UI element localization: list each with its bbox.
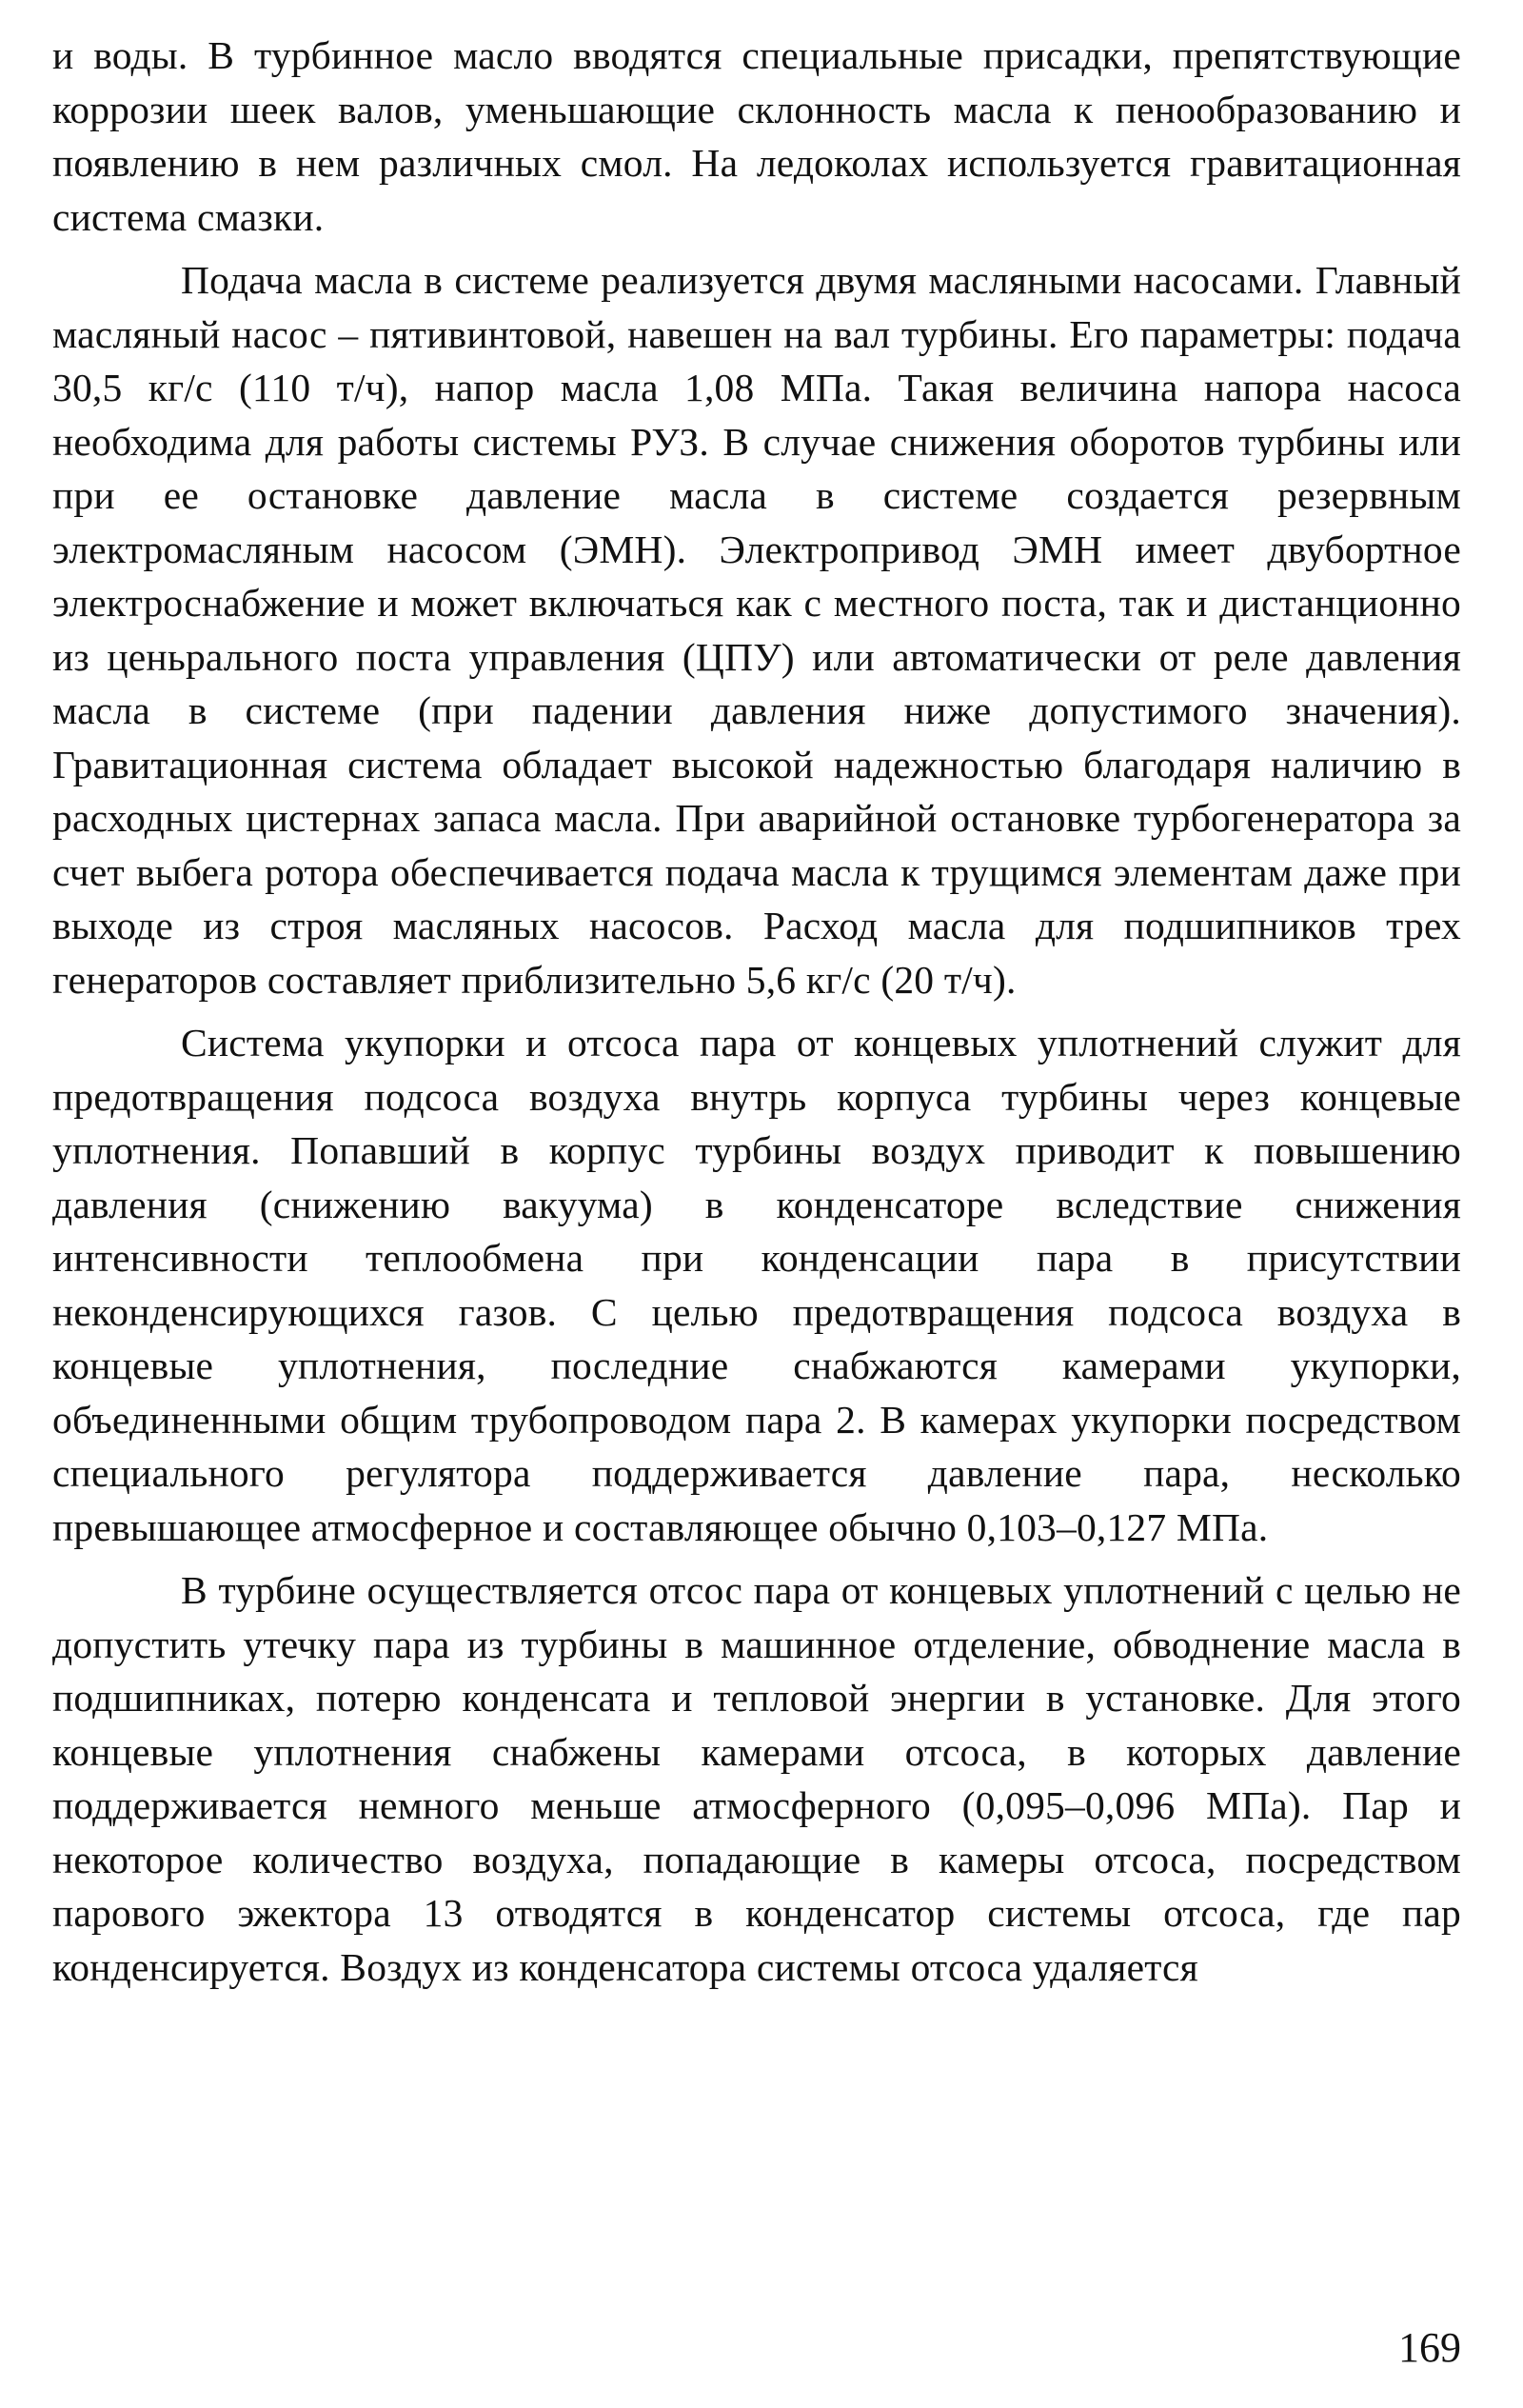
page-number: 169 (1398, 2324, 1461, 2371)
paragraph-steam-suction: В турбине осуществляется отсос пара от концевых уплотнений с целью не допустить утечку пара из турбины в машинное отделение, обводнение масла в подшипниках, потерю конденсата и тепловой энергии в установке. Для этого концевые уплотнения снабжены камерами отсоса, в которых давление поддерживается немного меньше атмосферного (0,095–0,096 МПа). Пар и некоторое количество воздуха, попадающие в камеры отсоса, посредством парового эжектора 13 отводятся в конденсатор системы отсоса, где пар конденсируется. Воздух из конденсатора системы отсоса удаляется (52, 1568, 1461, 1989)
paragraph-oil-supply: Подача масла в системе реализуется двумя масляными насосами. Главный масляный насос – пятивинтовой, навешен на вал турбины. Его параметры: подача 30,5 кг/с (110 т/ч), напор масла 1,08 МПа. Такая величина напора насоса необходима для работы системы РУЗ. В случае снижения оборотов турбины или при ее остановке давление масла в системе создается резервным электромасляным насосом (ЭМН). Электропривод ЭМН имеет двубортное электроснабжение и может включаться как с местного поста, так и дистанционно из ценьрального поста управления (ЦПУ) или автоматически от реле давления масла в системе (при падении давления ниже допустимого значения). Гравитационная система обладает высокой надежностью благодаря наличию в расходных цистернах запаса масла. При аварийной остановке турбогенератора за счет выбега ротора обеспечивается подача масла к трущимся элементам даже при выходе из строя масляных насосов. Расход масла для подшипников трех генераторов составляет приблизительно 5,6 кг/с (20 т/ч). (52, 258, 1461, 1002)
document-page (52, 29, 1461, 2379)
paragraph-oil-additives: и воды. В турбинное масло вводятся специальные присадки, препятствующие коррозии шеек валов, уменьшающие склонность масла к пенообразованию и появлению в нем различных смол. На ледоколах используется гравитационная система смазки. (52, 33, 1461, 239)
paragraph-sealing-system: Система укупорки и отсоса пара от концевых уплотнений служит для предотвращения подсоса воздуха внутрь корпуса турбины через концевые уплотнения. Попавший в корпус турбины воздух приводит к повышению давления (снижению вакуума) в конденсаторе вследствие снижения интенсивности теплообмена при конденсации пара в присутствии неконденсирующихся газов. С целью предотвращения подсоса воздуха в концевые уплотнения, последние снабжаются камерами укупорки, объединенными общим трубопроводом пара 2. В камерах укупорки посредством специального регулятора поддерживается давление пара, несколько превышающее атмосферное и составляющее обычно 0,103–0,127 МПа. (52, 1021, 1461, 1549)
